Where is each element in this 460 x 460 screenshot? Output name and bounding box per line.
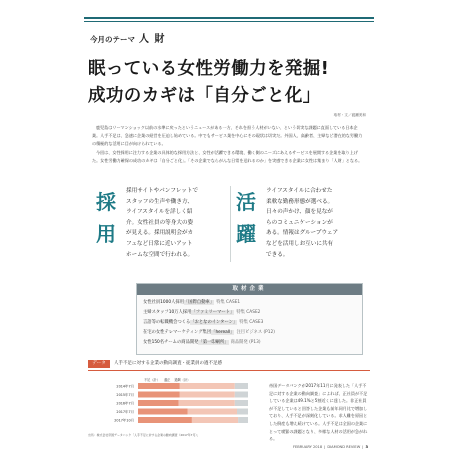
bar-segment — [235, 383, 248, 389]
company-row — [143, 319, 263, 325]
category-label: 2014年7月 — [116, 384, 134, 389]
feature-kanji-katsuyaku-2: 躍 — [236, 222, 256, 246]
bar-segment — [138, 417, 192, 423]
lead-paragraph: 鹿児島はリーマンショック以前の水準に戻ったというニュースがある一方、それを担う人材がいない、という切実な課題に直面している日本企業。人手不足は、急速に企業の経営を圧迫し始めている。中でもサービス業を中心にその現状は切実だ。外国人、高齢者、主婦など潜在的な労働力の積極的な活用に目が向けられている。 — [92, 125, 363, 147]
companies-box-title: 取材企業 — [137, 284, 362, 295]
legend-item: 適正 — [163, 378, 171, 382]
company-name: 「第一印刷所」 — [198, 340, 229, 345]
chart-source: 出所：株式会社帝国データバンク「人手不足に対する企業の動向調査（2017年7月）」 — [88, 433, 200, 437]
company-row — [143, 309, 260, 315]
company-desc: 言語等の転職機会つくる — [143, 320, 191, 325]
category-label: 2016年7月 — [116, 401, 134, 406]
byline: 取材・文／渡瀬美和 — [333, 113, 366, 117]
company-name: 「おとなのインターン」 — [190, 320, 238, 325]
theme-label-text: 今月のテーマ — [90, 35, 135, 44]
company-desc: 女性社員1000人採用 — [143, 300, 185, 305]
feature-line: が見える。採用説明会がカ — [126, 230, 194, 237]
company-desc: 主婦スタッフ10万人採用 — [143, 310, 192, 315]
theme-label — [90, 30, 165, 45]
bar-segment — [138, 409, 188, 415]
top-rule-thin — [84, 21, 374, 22]
bar-segment — [235, 400, 248, 406]
bar-segment — [180, 383, 235, 389]
company-name: 「国際自動車」 — [184, 300, 215, 305]
bar-segment — [192, 417, 238, 423]
feature-text-katsuyaku — [266, 186, 338, 260]
lead-paragraph: 今回は、女性採用に注力する企業の具体的な採用方法と、女性が活躍できる環境、働く側のニーズにあえるサービスを展開する企業を取り上げた。女性労働力確保の成功のカギは「自分ごと化」。「その企業でならがんな日常を送れるのか」を実感できる企業に女性は集まり「人財」となる。 — [92, 149, 363, 163]
company-case: 特集 CASE1 — [216, 300, 241, 305]
company-name: 「hereall」 — [211, 330, 235, 335]
bar-segment — [138, 383, 180, 389]
top-rule — [84, 17, 374, 19]
page-footer: FEBRUARY 2018 | DIAMOND REVIEW | 3 — [292, 445, 368, 449]
staff-shortage-bar-chart — [88, 372, 258, 432]
feature-line: できる。 — [266, 251, 289, 258]
headline-line-2: 成功のカギは「自分ごと化」 — [88, 86, 321, 106]
bar-segment — [179, 400, 235, 406]
feature-line: 柔軟な勤務形態が選べる。 — [266, 198, 334, 205]
feature-line: ライフスタイルを詳しく紹 — [126, 209, 193, 216]
bar-segment — [138, 392, 180, 398]
feature-line: などを活用しお互いに共有 — [266, 240, 334, 247]
feature-text-saiyo — [126, 186, 198, 260]
company-case: 特集 CASE2 — [236, 310, 261, 315]
category-label: 2015年7月 — [116, 393, 134, 398]
company-name: 「ファミリーマート」 — [191, 310, 235, 315]
bar-segment — [237, 409, 248, 415]
data-rule — [88, 370, 370, 371]
bar-segment — [138, 400, 179, 406]
feature-kanji-saiyo-1: 採 — [96, 190, 116, 214]
company-case: 注目ビジネス (P12) — [236, 330, 275, 335]
page-number: 3 — [365, 445, 368, 449]
feature-line: ある。情報はグループウェア — [266, 230, 339, 237]
company-case: 特集 CASE3 — [239, 320, 264, 325]
magazine-page — [84, 0, 374, 460]
company-row — [143, 299, 240, 305]
bar-segment — [188, 409, 238, 415]
theme-keyword: 人 財 — [139, 34, 166, 45]
feature-line: 採用サイトやパンフレットで — [126, 188, 199, 194]
interviewed-companies-box — [136, 283, 363, 355]
feature-line: ライフスタイルに合わせた — [266, 188, 333, 194]
feature-line: スタッフの生声や働き方、 — [126, 198, 194, 205]
company-row — [143, 339, 261, 345]
feature-line: フェなど日常に近いアット — [126, 240, 193, 247]
feature-kanji-katsuyaku-1: 活 — [236, 190, 256, 214]
bar-segment — [180, 392, 235, 398]
company-case: 商品開発 (P13) — [230, 340, 261, 345]
data-tag: データ — [88, 360, 110, 368]
feature-line: らのコミュニケーションが — [266, 219, 333, 226]
category-label: 2017年10月 — [114, 418, 134, 423]
footer-month: FEBRUARY 2018 — [292, 445, 323, 449]
feature-line: 介。女性社員の等身大の姿 — [126, 219, 194, 226]
feature-divider — [230, 186, 231, 262]
data-commentary: 帝国データバンクが2017年11月に発表した「人手不足に対する企業の動向調査」によれば、正社員が不足している企業は49.1%と5割近くに達した。非正社員が不足していると回答した企業も前年同月比で増加しており、人手不足が深刻化している。求人難を原因とした倒産も増え続けている。人手不足は全国の企業にとって喫緊の課題となり、多様な人材の活用が急がれる。 — [269, 383, 368, 442]
feature-kanji-saiyo-2: 用 — [96, 222, 116, 246]
chart-title: 人手不足に対する企業の動向調査・従業員の過不足感 — [114, 361, 222, 366]
category-label: 2017年7月 — [116, 410, 134, 415]
bar-segment — [235, 392, 248, 398]
footer-magazine: DIAMOND REVIEW — [327, 445, 361, 449]
company-desc: 在宅の女性テレマーケティング集団 — [143, 330, 212, 335]
headline-line-1: 眠っている女性労働力を発掘! — [88, 59, 330, 79]
legend-item: 不足（計） — [144, 378, 160, 382]
legend-item: 過剰（計） — [174, 378, 191, 382]
bar-segment — [238, 417, 248, 423]
company-row — [143, 329, 275, 335]
feature-line: ホームな空間で行われる。 — [126, 251, 194, 258]
feature-line: 日々の声かけ、顔を見なが — [266, 209, 333, 216]
lead-paragraphs — [92, 124, 364, 165]
company-desc: 女性150名チームの商品開発 — [143, 340, 199, 345]
